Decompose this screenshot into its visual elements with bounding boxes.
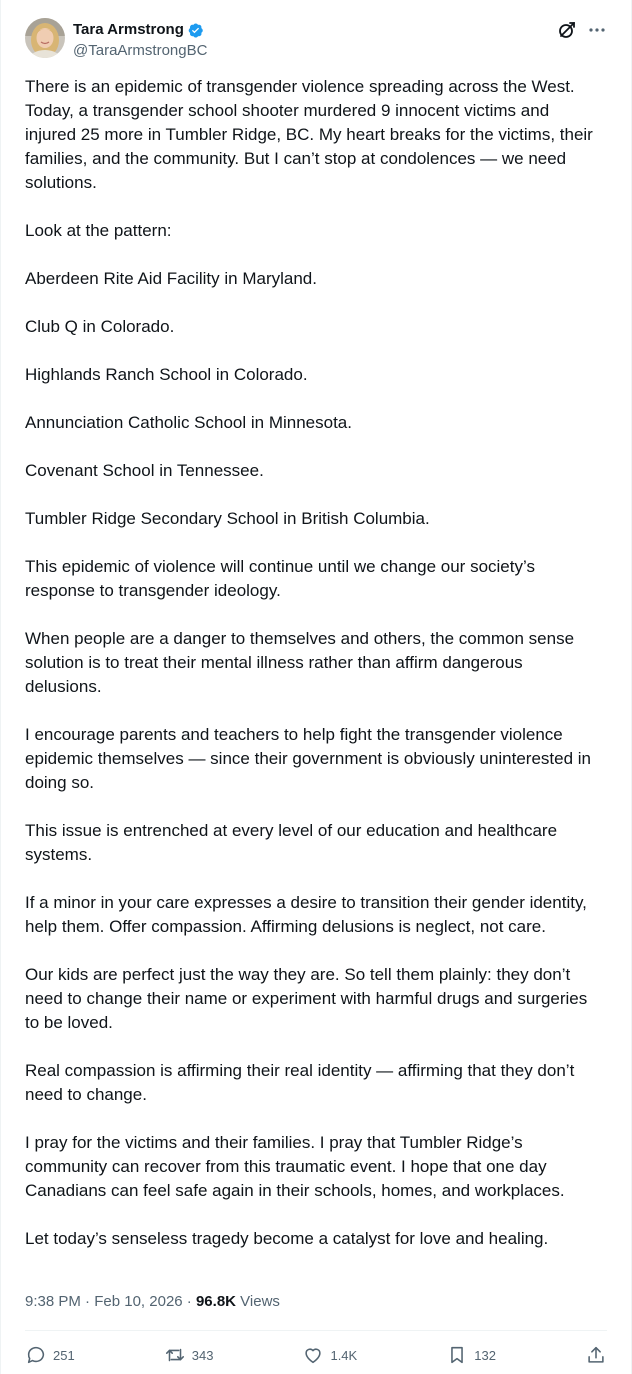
bookmark-icon	[446, 1344, 468, 1366]
post-paragraph: There is an epidemic of transgender violence spreading across the West. Today, a transgender school shooter murdered 9 innocent victims and injured 25 more in Tumbler Ridge, BC. My heart breaks for the victims, their families, and the community. But I can’t stop at condolences — we need solutions.	[25, 77, 593, 192]
post-paragraph: Tumbler Ridge Secondary School in British Columbia.	[25, 509, 430, 528]
action-bar	[25, 1342, 607, 1368]
display-name-row	[73, 20, 207, 40]
post-paragraph: Club Q in Colorado.	[25, 317, 175, 336]
like-button[interactable]	[302, 1344, 357, 1366]
post-paragraph: Let today’s senseless tragedy become a catalyst for love and healing.	[25, 1229, 549, 1248]
repost-button[interactable]	[164, 1344, 214, 1366]
verified-badge-icon[interactable]	[187, 22, 204, 39]
meta-separator: ·	[80, 1293, 95, 1310]
post-paragraph: This issue is entrenched at every level of our education and healthcare systems.	[25, 821, 558, 864]
avatar[interactable]	[25, 18, 65, 58]
like-count: 1.4K	[330, 1347, 358, 1363]
post-paragraph: Annunciation Catholic School in Minnesota.	[25, 413, 352, 432]
display-name[interactable]: Tara Armstrong	[73, 21, 184, 38]
bookmark-count: 132	[474, 1347, 496, 1363]
divider	[25, 1330, 607, 1331]
post-time[interactable]: 9:38 PM	[25, 1293, 81, 1310]
grok-icon[interactable]	[557, 20, 577, 40]
post-paragraph: This epidemic of violence will continue until we change our society’s response to transgender ideology.	[25, 557, 535, 600]
handle[interactable]: @TaraArmstrongBC	[73, 42, 208, 59]
repost-count: 343	[191, 1347, 214, 1363]
reply-button[interactable]	[25, 1344, 75, 1366]
post-meta	[25, 1290, 280, 1314]
post-header	[25, 0, 607, 74]
post-paragraph: Aberdeen Rite Aid Facility in Maryland.	[25, 269, 317, 288]
author-info	[73, 20, 207, 61]
more-icon[interactable]	[587, 20, 607, 40]
repost-icon	[164, 1344, 186, 1366]
header-actions	[557, 20, 607, 40]
avatar-image	[25, 18, 65, 58]
meta-separator: ·	[182, 1293, 196, 1310]
post-paragraph: Look at the pattern:	[25, 221, 172, 240]
reply-icon	[25, 1344, 47, 1366]
bookmark-button[interactable]	[446, 1344, 496, 1366]
views-label: Views	[236, 1293, 280, 1310]
share-button[interactable]	[585, 1344, 607, 1366]
views-count[interactable]: 96.8K	[195, 1293, 236, 1310]
reply-count: 251	[53, 1347, 75, 1363]
post-paragraph: When people are a danger to themselves and others, the common sense solution is to treat their mental illness rather than affirm dangerous delusions.	[25, 629, 575, 696]
post-paragraph: Covenant School in Tennessee.	[25, 461, 264, 480]
post-paragraph: I encourage parents and teachers to help fight the transgender violence epidemic themselves — since their government is obviously uninterested in doing so.	[25, 725, 591, 792]
heart-icon	[302, 1344, 324, 1366]
post-text	[25, 75, 595, 1251]
post-paragraph: I pray for the victims and their families. I pray that Tumbler Ridge’s community can recover from this traumatic event. I hope that one day Canadians can feel safe again in their schools, homes, and workplaces.	[25, 1133, 565, 1200]
post-date[interactable]: Feb 10, 2026	[94, 1293, 183, 1310]
post-paragraph: Our kids are perfect just the way they are. So tell them plainly: they don’t need to change their name or experiment with harmful drugs and surgeries to be loved.	[25, 965, 588, 1032]
share-icon	[585, 1344, 607, 1366]
post-paragraph: Real compassion is affirming their real identity — affirming that they don’t need to change.	[25, 1061, 575, 1104]
post-paragraph: If a minor in your care expresses a desire to transition their gender identity, help them. Offer compassion. Affirming delusions is neglect, not care.	[25, 893, 587, 936]
post-paragraph: Highlands Ranch School in Colorado.	[25, 365, 308, 384]
